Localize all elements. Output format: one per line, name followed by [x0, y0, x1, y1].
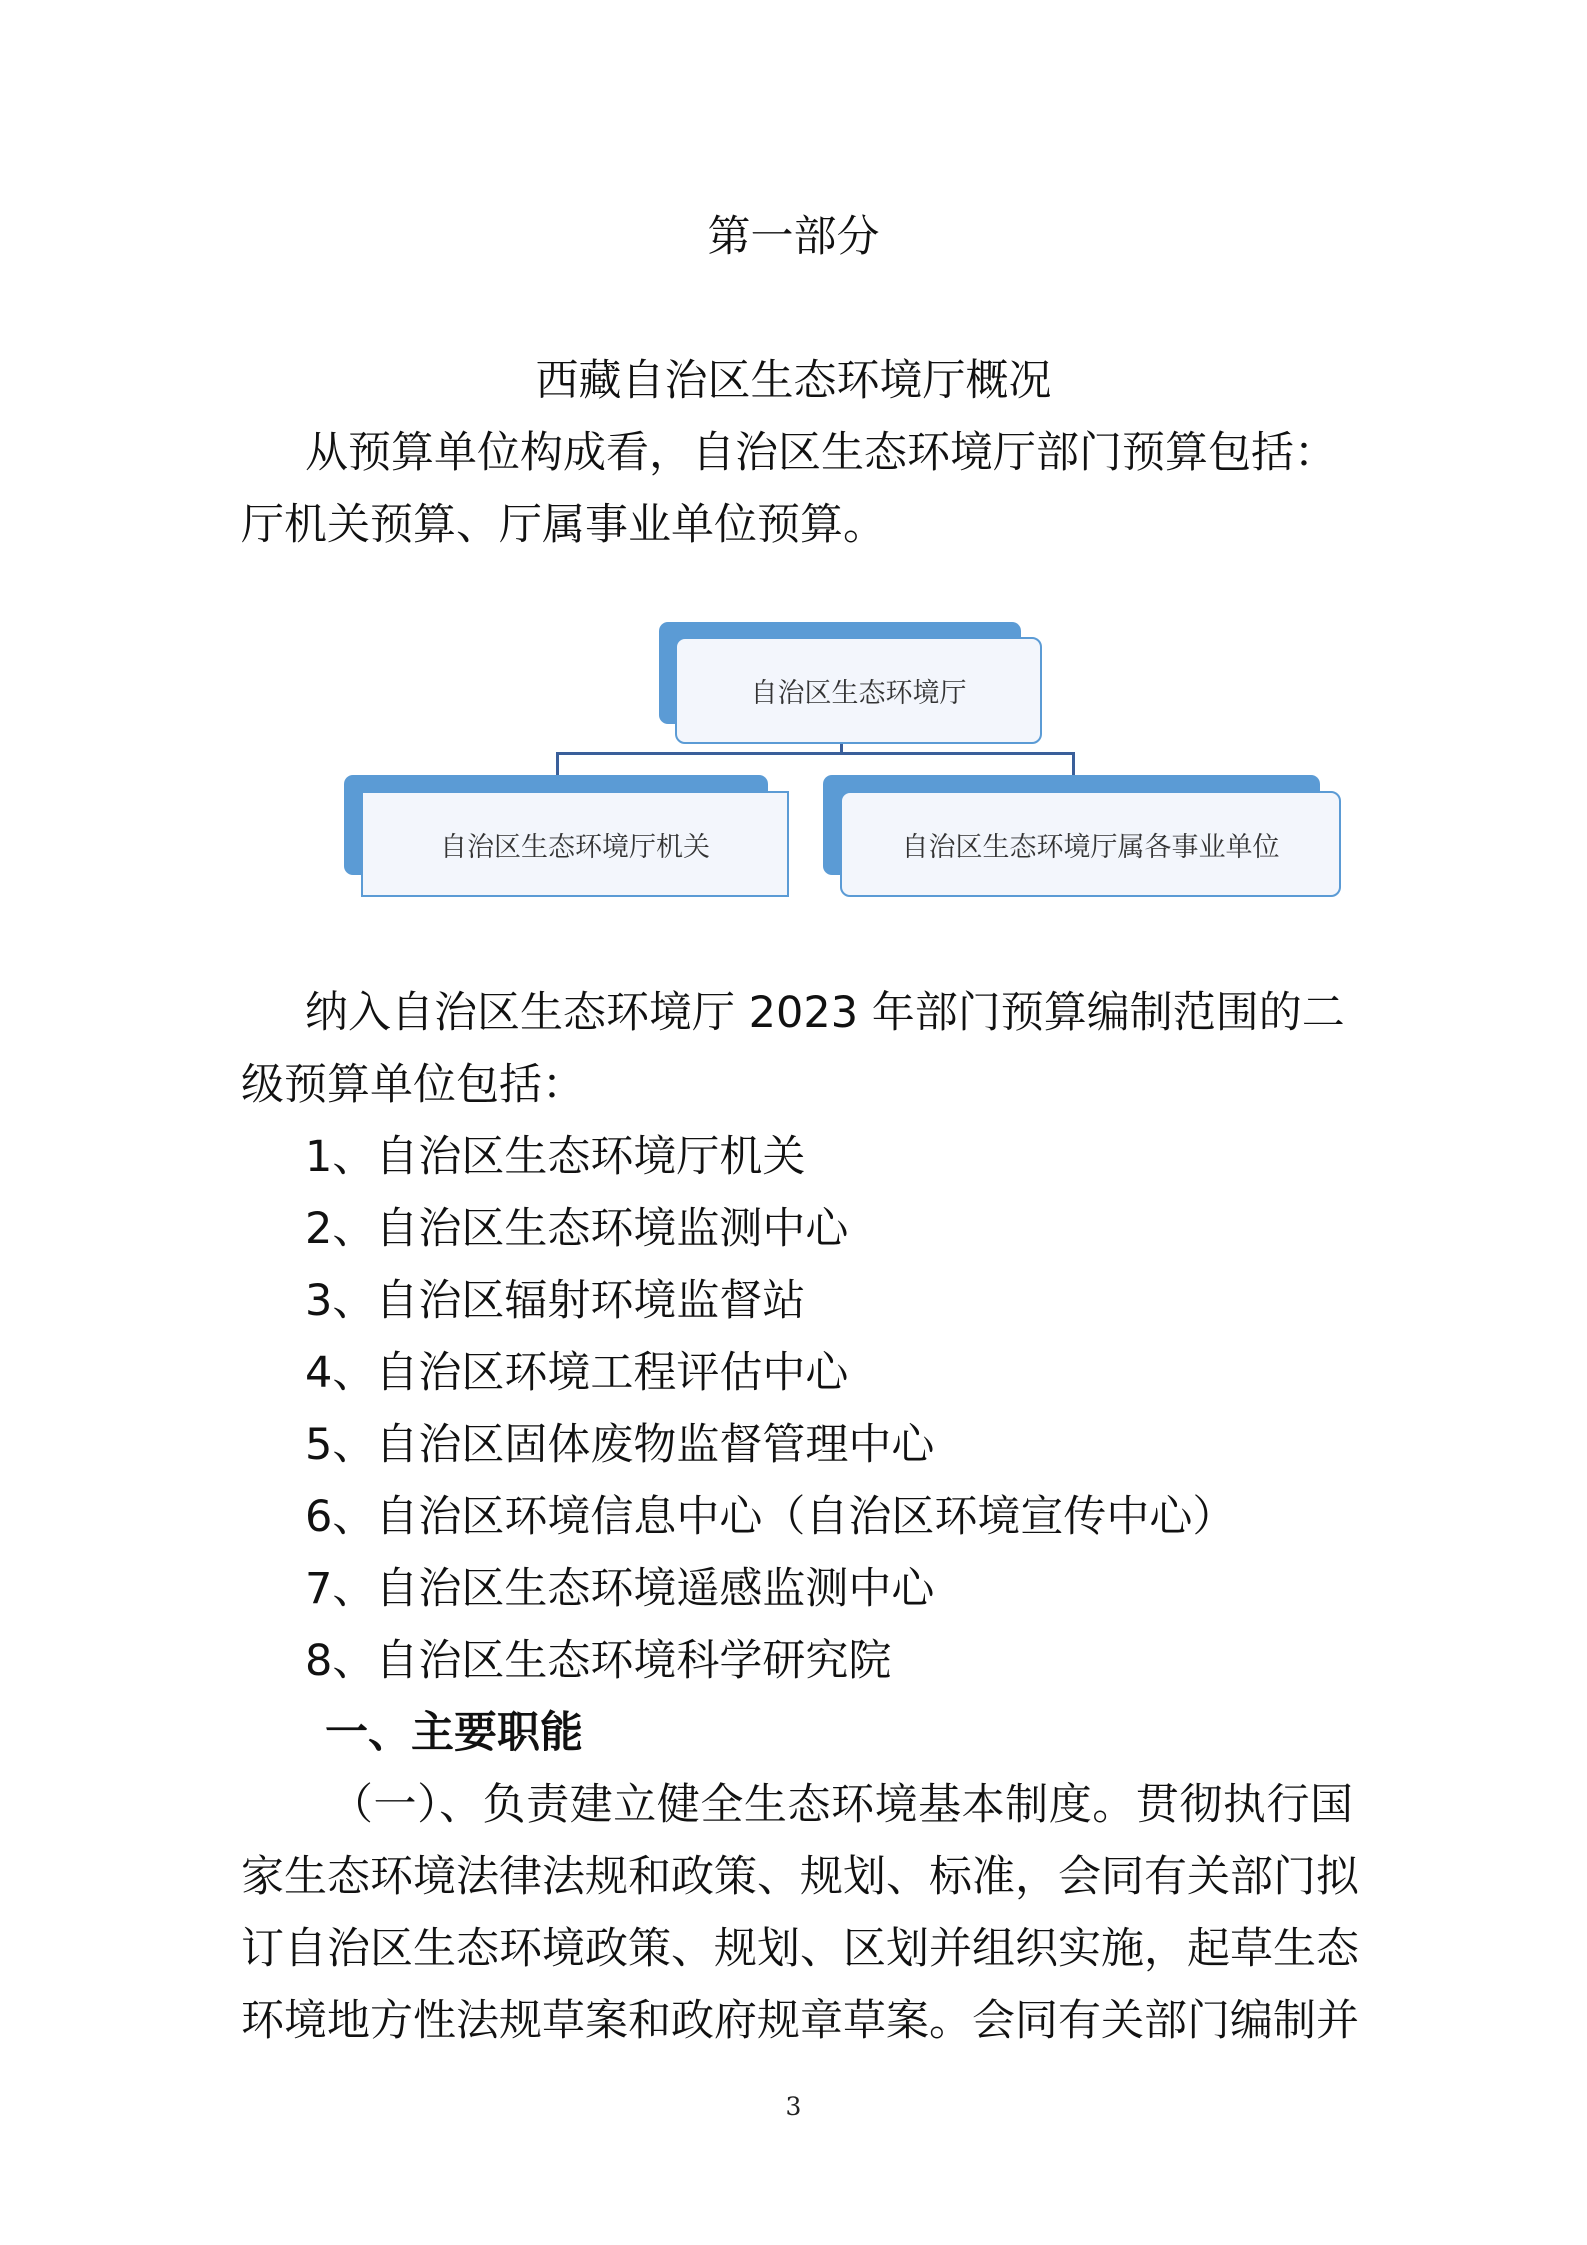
unit-item-6: 6、自治区环境信息中心（自治区环境宣传中心） [305, 1492, 1236, 1542]
duty-line-4: 环境地方性法规草案和政府规章草案。会同有关部门编制并 [241, 1996, 1359, 2046]
intro-line-2: 厅机关预算、厅属事业单位预算。 [241, 500, 886, 550]
duty-line-3: 订自治区生态环境政策、规划、区划并组织实施，起草生态 [241, 1924, 1359, 1974]
duty-line-1: （一）、负责建立健全生态环境基本制度。贯彻执行国 [330, 1780, 1353, 1830]
page-number: 3 [785, 2092, 802, 2121]
unit-item-8: 8、自治区生态环境科学研究院 [305, 1636, 892, 1686]
unit-item-2: 2、自治区生态环境监测中心 [305, 1204, 849, 1254]
intro-line-1: 从预算单位构成看，自治区生态环境厅部门预算包括： [305, 428, 1337, 478]
overview-title: 西藏自治区生态环境厅概况 [535, 356, 1052, 406]
connector-horizontal [556, 752, 1075, 755]
org-right-label: 自治区生态环境厅属各事业单位 [901, 831, 1280, 863]
org-right-box [840, 791, 1341, 897]
scope-line-2: 级预算单位包括： [241, 1060, 585, 1110]
section-heading: 一、主要职能 [325, 1708, 583, 1758]
org-left-label: 自治区生态环境厅机关 [440, 831, 710, 863]
unit-item-1: 1、自治区生态环境厅机关 [305, 1132, 806, 1182]
unit-item-5: 5、自治区固体废物监督管理中心 [305, 1420, 935, 1470]
part-heading: 第一部分 [707, 212, 880, 262]
org-root-label: 自治区生态环境厅 [750, 678, 967, 709]
duty-line-2: 家生态环境法律法规和政策、规划、标准，会同有关部门拟 [241, 1852, 1359, 1902]
org-root-box [675, 637, 1042, 744]
connector-right-down [1072, 752, 1075, 776]
unit-item-7: 7、自治区生态环境遥感监测中心 [305, 1564, 935, 1614]
scope-line-1: 纳入自治区生态环境厅 2023 年部门预算编制范围的二 [305, 988, 1345, 1038]
unit-item-3: 3、自治区辐射环境监督站 [305, 1276, 806, 1326]
unit-item-4: 4、自治区环境工程评估中心 [305, 1348, 849, 1398]
org-left-box [361, 791, 789, 897]
connector-left-down [556, 752, 559, 776]
